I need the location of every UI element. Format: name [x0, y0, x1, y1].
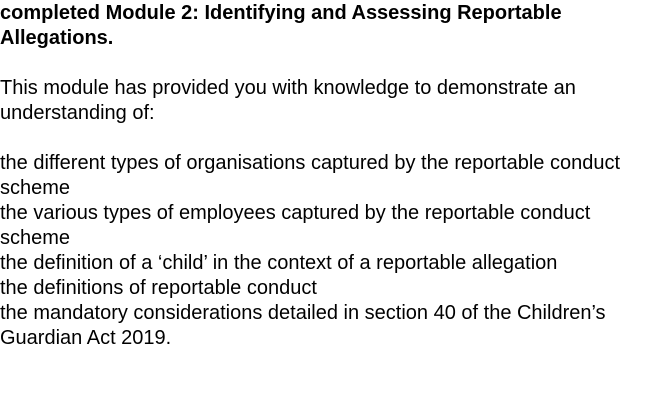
- list-item: the definition of a ‘child’ in the context of a reportable allegation: [0, 252, 558, 274]
- learning-outcomes-list: [0, 151, 656, 351]
- list-item: the different types of organisations captured by the reportable conduct scheme: [0, 152, 621, 199]
- list-item: the definitions of reportable conduct: [0, 277, 317, 299]
- list-item: the various types of employees captured by the reportable conduct scheme: [0, 202, 591, 249]
- list-item: the mandatory considerations detailed in section 40 of the Children’s Guardian Act 2019.: [0, 302, 606, 349]
- intro-paragraph: This module has provided you with knowledge to demonstrate an understanding of:: [0, 77, 576, 124]
- completion-heading: completed Module 2: Identifying and Assessing Reportable Allegations.: [0, 2, 562, 49]
